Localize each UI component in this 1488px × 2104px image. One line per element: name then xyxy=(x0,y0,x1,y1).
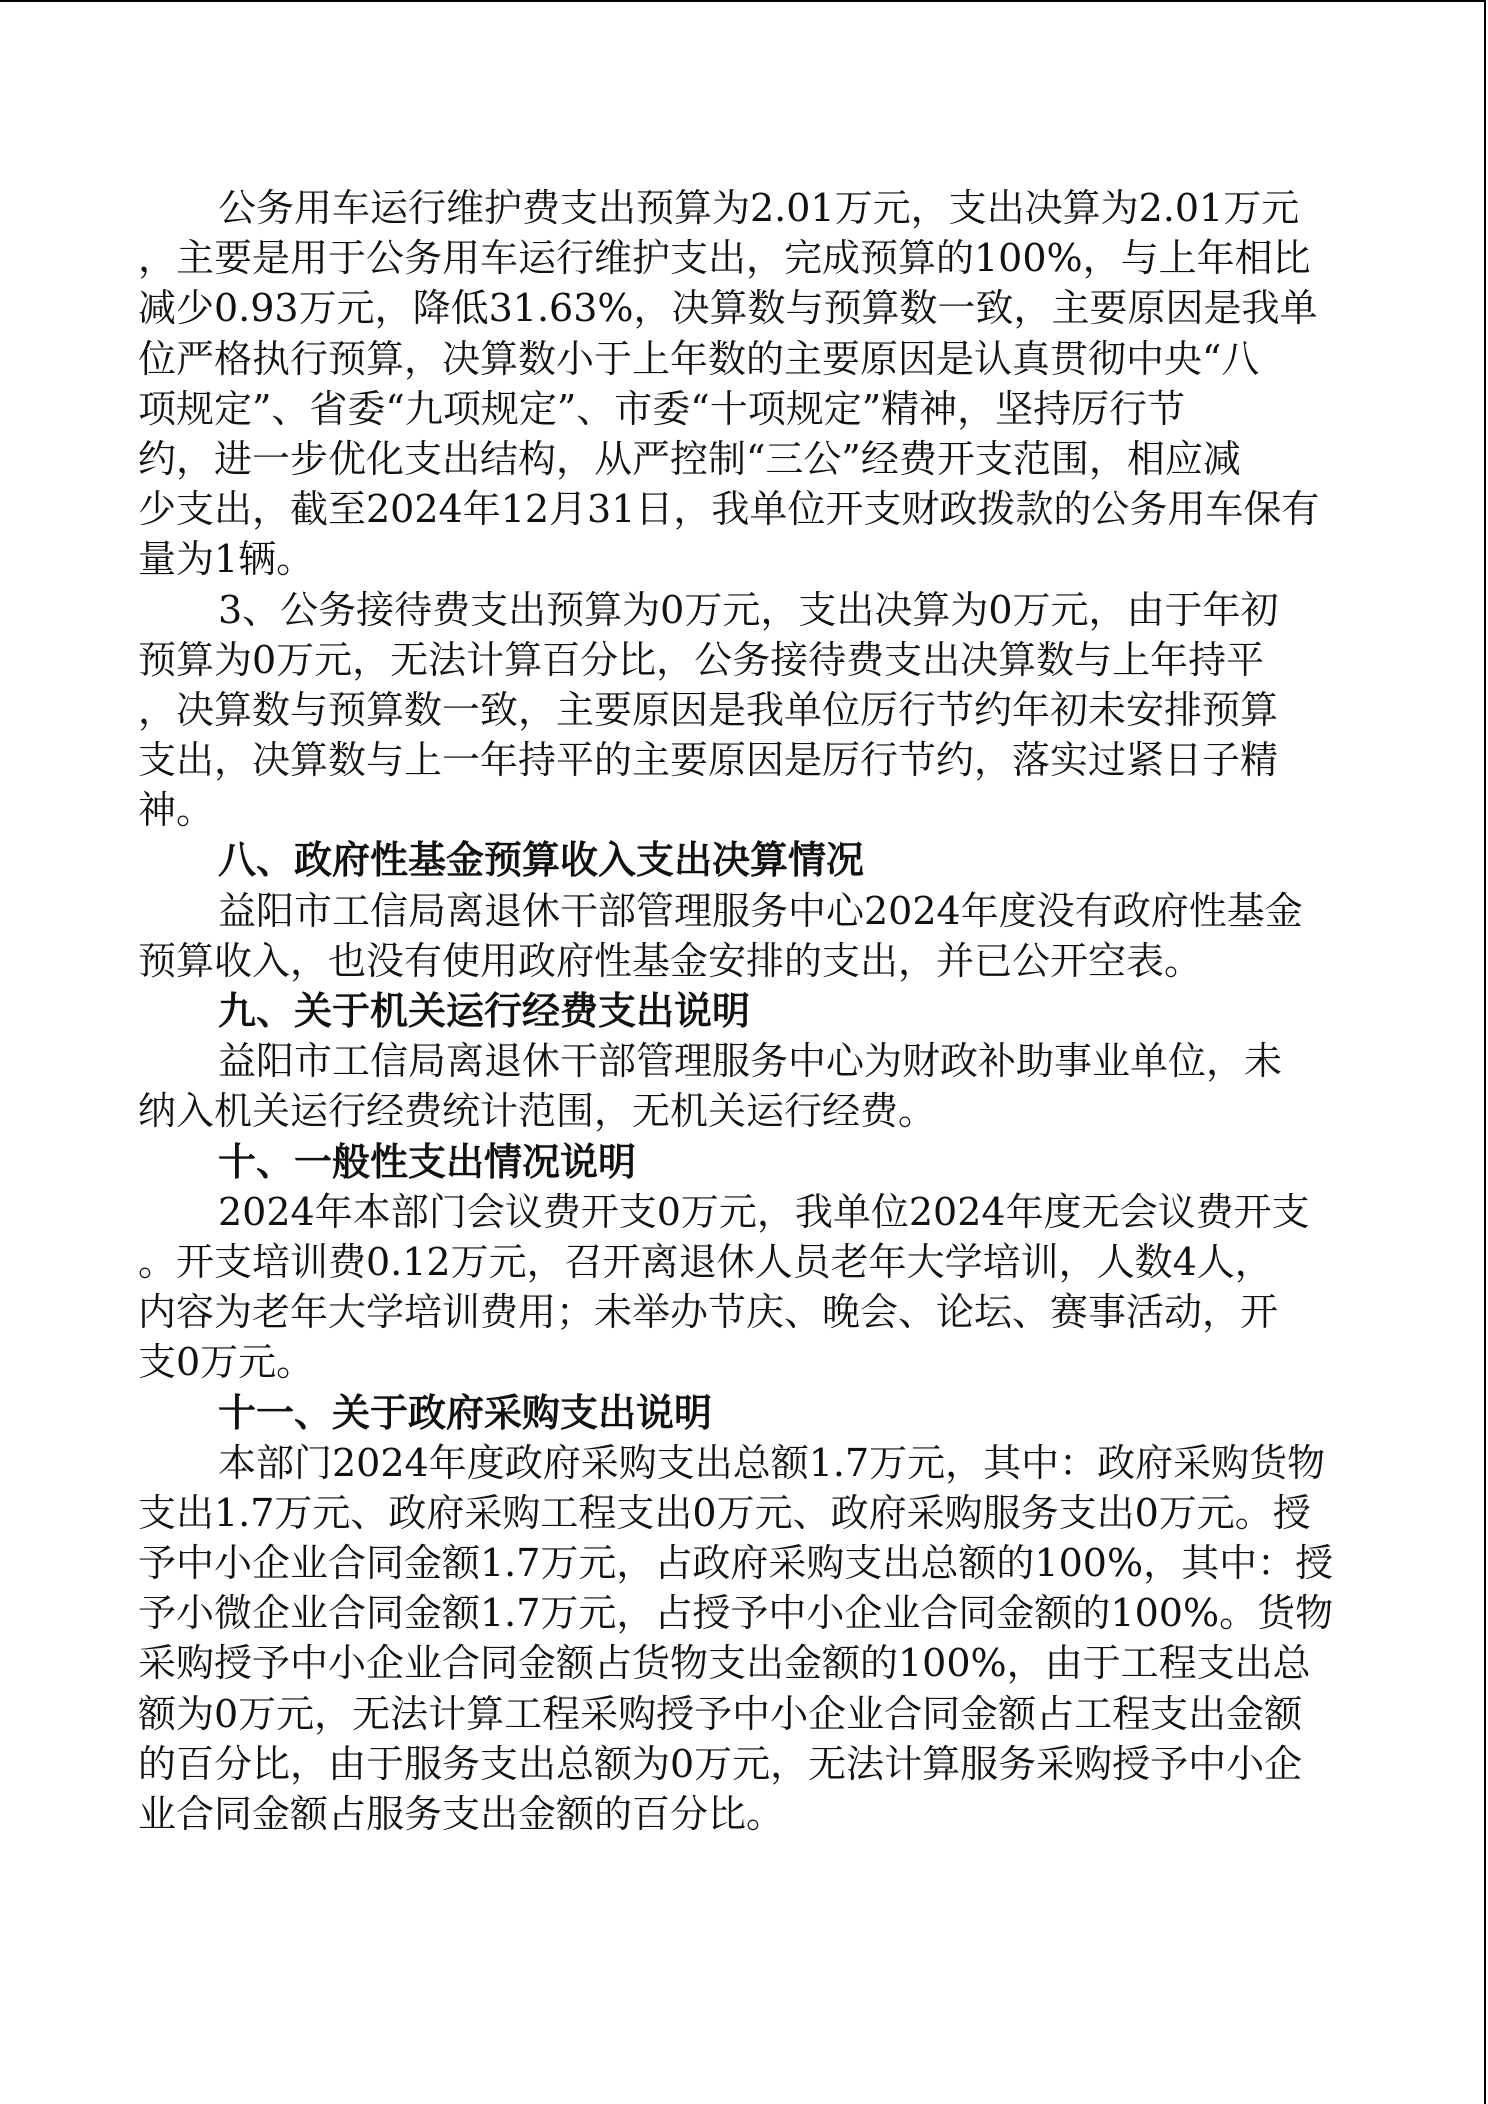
paragraph-line: 神。 xyxy=(138,788,215,833)
paragraph-line: 支出1.7万元、政府采购工程支出0万元、政府采购服务支出0万元。授 xyxy=(138,1490,1311,1535)
paragraph-line: 内容为老年大学培训费用；未举办节庆、晚会、论坛、赛事活动，开 xyxy=(138,1290,1279,1335)
paragraph-line: 的百分比，由于服务支出总额为0万元，无法计算服务采购授予中小企 xyxy=(138,1741,1303,1786)
paragraph-line: 纳入机关运行经费统计范围，无机关运行经费。 xyxy=(138,1089,937,1134)
section-heading xyxy=(138,986,1338,1036)
paragraph-line: 本部门2024年度政府采购支出总额1.7万元，其中：政府采购货物 xyxy=(218,1440,1326,1485)
document-body xyxy=(138,183,1338,1839)
paragraph-line: 公务用车运行维护费支出预算为2.01万元，支出决算为2.01万元 xyxy=(218,186,1300,230)
paragraph xyxy=(138,585,1338,836)
paragraph-line: 采购授予中小企业合同金额占货物支出金额的100%，由于工程支出总 xyxy=(138,1641,1311,1686)
heading-text: 十一、关于政府采购支出说明 xyxy=(218,1389,713,1435)
paragraph-line: 量为1辆。 xyxy=(138,537,315,582)
section-heading xyxy=(138,1388,1338,1438)
paragraph-line: 3、公务接待费支出预算为0万元，支出决算为0万元，由于年初 xyxy=(218,587,1279,632)
paragraph-line: 予小微企业合同金额1.7万元，占授予中小企业合同金额的100%。货物 xyxy=(138,1591,1334,1636)
heading-text: 八、政府性基金预算收入支出决算情况 xyxy=(218,837,865,883)
paragraph-line: 约，进一步优化支出结构，从严控制“三公”经费开支范围，相应减 xyxy=(138,436,1241,481)
paragraph-line: 位严格执行预算，决算数小于上年数的主要原因是认真贯彻中央“八 xyxy=(138,336,1260,381)
section-heading xyxy=(138,1137,1338,1187)
paragraph-line: 支出，决算数与上一年持平的主要原因是厉行节约，落实过紧日子精 xyxy=(138,738,1279,783)
paragraph-line: ，决算数与预算数一致，主要原因是我单位厉行节约年初未安排预算 xyxy=(138,687,1279,732)
paragraph xyxy=(138,1187,1338,1388)
paragraph-line: 额为0万元，无法计算工程采购授予中小企业合同金额占工程支出金额 xyxy=(138,1691,1303,1736)
heading-text: 九、关于机关运行经费支出说明 xyxy=(218,988,751,1033)
paragraph-line: 予中小企业合同金额1.7万元，占政府采购支出总额的100%，其中：授 xyxy=(138,1541,1334,1586)
paragraph-line: 。开支培训费0.12万元，召开离退休人员老年大学培训，人数4人， xyxy=(138,1239,1273,1284)
paragraph-line: 项规定”、省委“九项规定”、市委“十项规定”精神，坚持厉行节 xyxy=(138,386,1186,431)
paragraph xyxy=(138,183,1338,585)
paragraph-line: 预算收入，也没有使用政府性基金安排的支出，并已公开空表。 xyxy=(138,938,1203,983)
paragraph-line: 减少0.93万元，降低31.63%，决算数与预算数一致，主要原因是我单 xyxy=(138,286,1318,331)
heading-text: 十、一般性支出情况说明 xyxy=(218,1138,637,1184)
paragraph-line: 预算为0万元，无法计算百分比，公务接待费支出决算数与上年持平 xyxy=(138,637,1265,682)
paragraph-line: 2024年本部门会议费开支0万元，我单位2024年度无会议费开支 xyxy=(218,1189,1310,1234)
paragraph-line: 业合同金额占服务支出金额的百分比。 xyxy=(138,1792,785,1836)
paragraph xyxy=(138,1036,1338,1136)
paragraph xyxy=(138,886,1338,986)
paragraph-line: 益阳市工信局离退休干部管理服务中心为财政补助事业单位，未 xyxy=(218,1039,1283,1084)
paragraph-line: ，主要是用于公务用车运行维护支出，完成预算的100%，与上年相比 xyxy=(138,236,1311,281)
paragraph-line: 益阳市工信局离退休干部管理服务中心2024年度没有政府性基金 xyxy=(218,888,1303,933)
paragraph xyxy=(138,1438,1338,1840)
section-heading xyxy=(138,835,1338,885)
paragraph-line: 少支出，截至2024年12月31日，我单位开支财政拨款的公务用车保有 xyxy=(138,487,1320,532)
paragraph-line: 支0万元。 xyxy=(138,1340,315,1385)
